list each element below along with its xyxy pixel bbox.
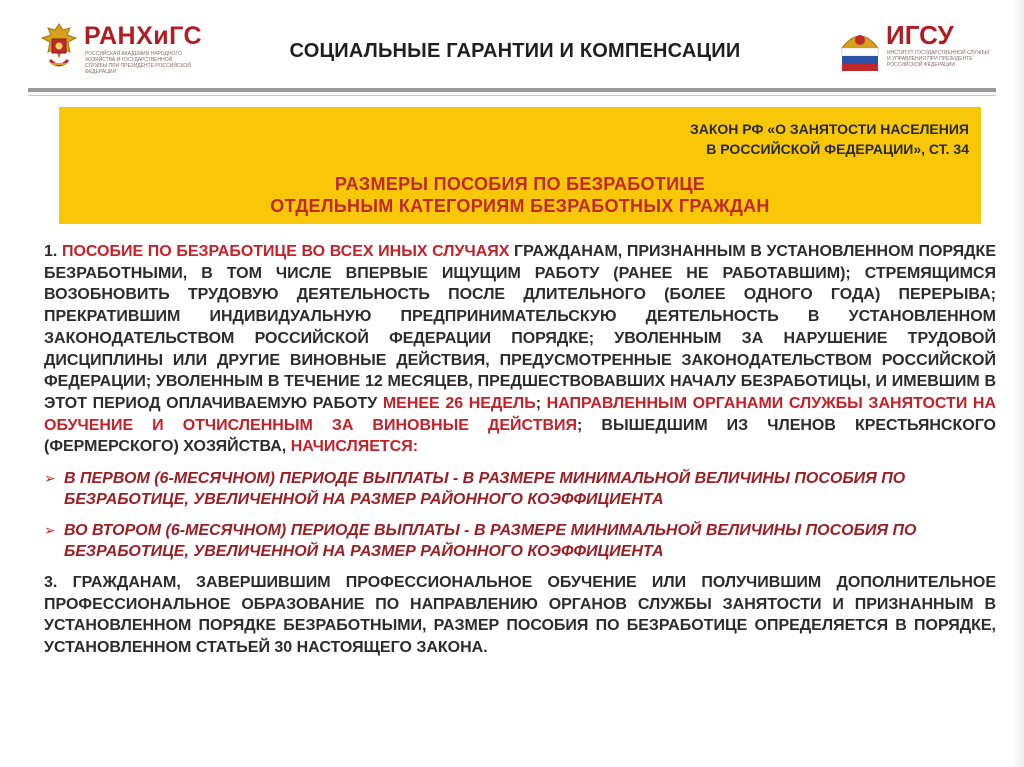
ranepa-wordmark: РАНХиГС — [84, 22, 203, 50]
paragraph-1-text-b: ; — [535, 394, 547, 412]
highlight-26-weeks: МЕНЕЕ 26 НЕДЕЛЬ — [382, 394, 536, 412]
law-line-2: В РОССИЙСКОЙ ФЕДЕРАЦИИ», СТ. 34 — [706, 141, 969, 157]
paragraph-3: 3. ГРАЖДАНАМ, ЗАВЕРШИВШИМ ПРОФЕССИОНАЛЬНОЕ ОБУЧЕНИЕ ИЛИ ПОЛУЧИВШИМ ДОПОЛНИТЕЛЬНОЕ ПРОФЕССИОНАЛЬНОЕ ОБРАЗОВАНИЕ ПО НАПРАВЛЕНИЮ ОРГАНОВ СЛУЖБЫ ЗАНЯТОСТИ И ПРИЗНАННЫМ В УСТАНОВЛЕННОМ ПОРЯДКЕ БЕЗРАБОТНЫМИ, РАЗМЕР ПОСОБИЯ ПО БЕЗРАБОТИЦЕ ОПРЕДЕЛЯЕТСЯ В ПОРЯДКЕ, УСТАНОВЛЕННОМ СТАТЬЕЙ 30 НАСТОЯЩЕГО ЗАКОНА. — [44, 574, 996, 657]
main-content — [44, 241, 996, 659]
igsu-logo — [838, 22, 998, 74]
bullet-text-second-period: ВО ВТОРОМ (6-МЕСЯЧНОМ) ПЕРИОДЕ ВЫПЛАТЫ - В РАЗМЕРЕ МИНИМАЛЬНОЙ ВЕЛИЧИНЫ ПОСОБИЯ ПО БЕЗРАБОТИЦЕ, УВЕЛИЧЕННОЙ НА РАЗМЕР РАЙОННОГО КОЭФФИЦИЕНТА — [64, 522, 917, 561]
banner-title-line-1: РАЗМЕРЫ ПОСОБИЯ ПО БЕЗРАБОТИЦЕ — [334, 174, 706, 194]
bullet-item — [44, 520, 996, 562]
header-divider-thin — [28, 95, 996, 96]
page-title: СОЦИАЛЬНЫЕ ГАРАНТИИ И КОМПЕНСАЦИИ — [289, 40, 741, 62]
paragraph-1-text-a: ГРАЖДАНАМ, ПРИЗНАННЫМ В УСТАНОВЛЕННОМ ПОРЯДКЕ БЕЗРАБОТНЫМИ, В ТОМ ЧИСЛЕ ВПЕРВЫЕ ИЩУЩИМ РАБОТУ (РАНЕЕ НЕ РАБОТАВШИМ); СТРЕМЯЩИМСЯ ВОЗОБНОВИТЬ ТРУДОВУЮ ДЕЯТЕЛЬНОСТЬ ПОСЛЕ ДЛИТЕЛЬНОГО (БОЛЕЕ ОДНОГО ГОДА) ПЕРЕРЫВА; ПРЕКРАТИВШИМ ИНДИВИДУАЛЬНУЮ ПРЕДПРИНИМАТЕЛЬСКУЮ ДЕЯТЕЛЬНОСТЬ В УСТАНОВЛЕННОМ ЗАКОНОДАТЕЛЬСТВОМ РОССИЙСКОЙ ФЕДЕРАЦИИ ПОРЯДКЕ; УВОЛЕННЫМ ЗА НАРУШЕНИЕ ТРУДОВОЙ ДИСЦИПЛИНЫ ИЛИ ДРУГИЕ ВИНОВНЫЕ ДЕЙСТВИЯ, ПРЕДУСМОТРЕННЫЕ ЗАКОНОДАТЕЛЬСТВОМ РОССИЙСКОЙ ФЕДЕРАЦИИ; УВОЛЕННЫМ В ТЕЧЕНИЕ 12 МЕСЯЦЕВ, ПРЕДШЕСТВОВАВШИХ НАЧАЛУ БЕЗРАБОТИЦЫ, И ИМЕВШИМ В ЭТОТ ПЕРИОД ОПЛАЧИВАЕМУЮ РАБОТУ — [44, 243, 996, 412]
ranepa-subtitle: РОССИЙСКАЯ АКАДЕМИЯ НАРОДНОГО ХОЗЯЙСТВА И ГОСУДАРСТВЕННОЙ СЛУЖБЫ ПРИ ПРЕЗИДЕНТЕ РОССИЙСКОЙ ФЕДЕРАЦИИ — [85, 51, 191, 75]
banner-title-line-2: ОТДЕЛЬНЫМ КАТЕГОРИЯМ БЕЗРАБОТНЫХ ГРАЖДАН — [270, 196, 770, 216]
law-line-1: ЗАКОН РФ «О ЗАНЯТОСТИ НАСЕЛЕНИЯ — [689, 121, 969, 137]
bullet-text-first-period: В ПЕРВОМ (6-МЕСЯЧНОМ) ПЕРИОДЕ ВЫПЛАТЫ - В РАЗМЕРЕ МИНИМАЛЬНОЙ ВЕЛИЧИНЫ ПОСОБИЯ ПО БЕЗРАБОТИЦЕ, УВЕЛИЧЕННОЙ НА РАЗМЕР РАЙОННОГО КОЭФФИЦИЕНТА — [64, 470, 906, 509]
right-edge-shade — [1012, 0, 1024, 767]
header-divider-thick — [28, 88, 996, 92]
arrow-bullet-icon: ➢ — [44, 470, 56, 487]
paragraph-1-text-c: ; ВЫШЕДШИМ ИЗ ЧЛЕНОВ КРЕСТЬЯНСКОГО (ФЕРМЕРСКОГО) ХОЗЯЙСТВА, — [44, 416, 997, 456]
igsu-subtitle: ИНСТИТУТ ГОСУДАРСТВЕННОЙ СЛУЖБЫ И УПРАВЛЕНИЯ ПРИ ПРЕЗИДЕНТЕ РОССИЙСКОЙ ФЕДЕРАЦИИ — [887, 50, 990, 68]
yellow-banner — [59, 107, 981, 224]
eagle-seal-icon — [838, 22, 882, 72]
highlight-other-cases: ПОСОБИЕ ПО БЕЗРАБОТИЦЕ ВО ВСЕХ ИНЫХ СЛУЧАЯХ — [61, 243, 510, 260]
arrow-bullet-icon: ➢ — [44, 522, 56, 539]
law-reference — [690, 119, 969, 159]
eagle-emblem-icon — [40, 22, 78, 72]
paragraph-1-number: 1. — [44, 243, 62, 260]
bullet-item — [44, 468, 996, 510]
igsu-wordmark: ИГСУ — [886, 20, 954, 50]
slide-header — [0, 0, 1024, 90]
highlight-accrued: НАЧИСЛЯЕТСЯ: — [290, 438, 419, 456]
highlight-expelled-trainees: НАПРАВЛЕННЫМ ОРГАНАМИ СЛУЖБЫ ЗАНЯТОСТИ НА ОБУЧЕНИЕ И ОТЧИСЛЕННЫМ ЗА ВИНОВНЫЕ ДЕЙСТВИЯ — [44, 394, 997, 434]
banner-title — [59, 173, 981, 217]
ranepa-logo — [40, 22, 203, 75]
paragraph-1 — [44, 241, 996, 458]
